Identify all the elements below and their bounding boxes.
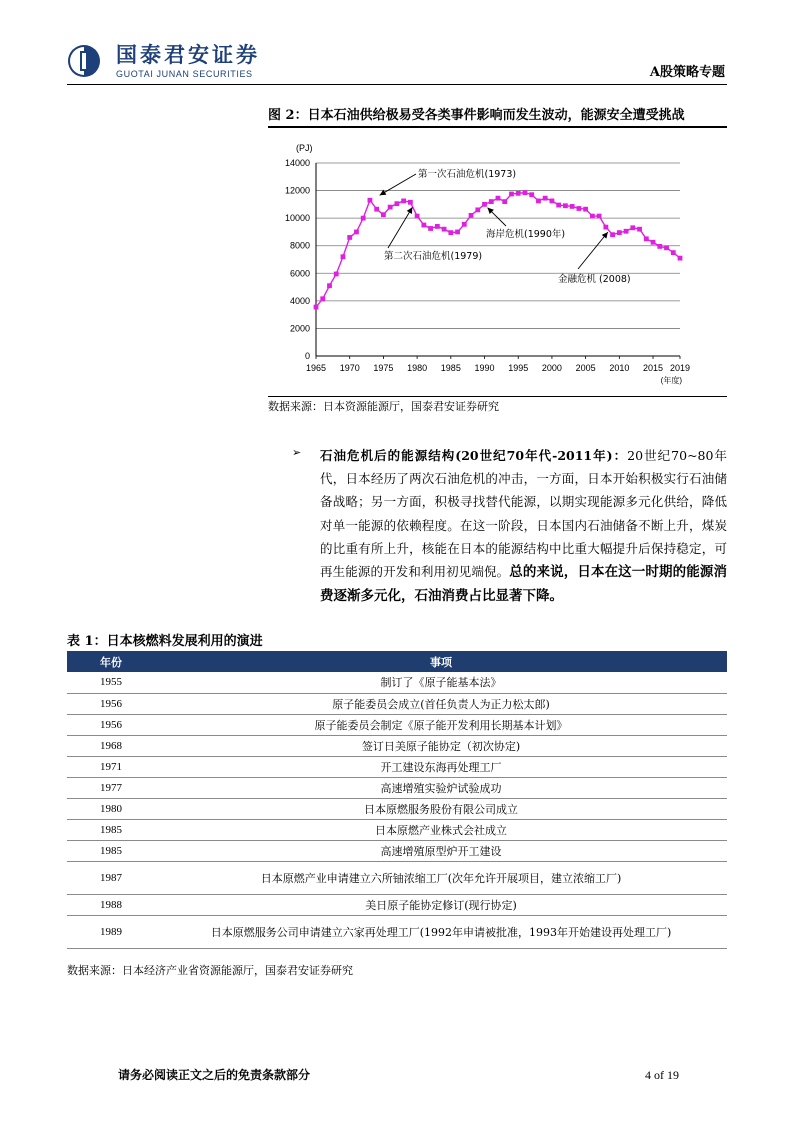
annotation-leader — [380, 174, 416, 195]
annotation-label: 第一次石油危机(1973) — [418, 169, 517, 180]
data-point — [617, 230, 622, 235]
annotation-label: 海岸危机(1990年) — [486, 229, 566, 240]
data-point — [576, 206, 581, 211]
data-point — [475, 207, 480, 212]
table-row — [67, 915, 727, 948]
chart-canvas — [268, 130, 727, 395]
data-point — [428, 226, 433, 231]
x-tick-label: 2010 — [609, 363, 630, 373]
event-cell: 日本原燃产业株式会社成立 — [155, 819, 727, 840]
data-point — [401, 199, 406, 204]
data-point — [320, 296, 325, 301]
data-point — [327, 283, 332, 288]
data-point — [394, 201, 399, 206]
data-point — [678, 256, 683, 261]
y-tick-label: 10000 — [284, 213, 310, 224]
year-cell: 1980 — [67, 798, 155, 819]
annotation-arrowhead — [407, 207, 413, 214]
data-point — [502, 199, 507, 204]
table-source: 数据来源：日本经济产业省资源能源厅，国泰君安证券研究 — [67, 964, 353, 977]
figure-source: 数据来源：日本资源能源厅，国泰君安证券研究 — [268, 400, 499, 413]
energy-structure-section — [292, 444, 727, 608]
event-cell: 高速增殖实验炉试验成功 — [155, 777, 727, 798]
x-axis-unit-label: (年度) — [660, 376, 682, 385]
event-cell: 签订日美原子能协定（初次协定) — [155, 735, 727, 756]
data-point — [671, 250, 676, 255]
data-point — [469, 213, 474, 218]
data-point — [408, 200, 413, 205]
data-point — [381, 212, 386, 217]
data-point — [421, 223, 426, 228]
data-point — [556, 203, 561, 208]
x-tick-label: 1995 — [508, 363, 529, 373]
section-body: 20世纪70~80年代，日本经历了两次石油危机的冲击，一方面，日本开始积极实行石油储备战略；另一方面，积极寻找替代能源，以期实现能源多元化供给，降低对单一能源的依赖程度。在这一阶段，日本国内石油储备不断上升，煤炭的比重有所上升，核能在日本的能源结构中比重大幅提升后保持稳定，可再生能源的开发和利用初见端倪。 — [320, 448, 727, 580]
event-cell: 日本原燃产业申请建立六所铀浓缩工厂(次年允许开展项目，建立浓缩工厂) — [155, 861, 727, 894]
data-point — [496, 196, 501, 201]
data-point — [482, 202, 487, 207]
header-year: 年份 — [67, 651, 155, 672]
table-row — [67, 894, 727, 915]
page-header — [0, 0, 793, 90]
data-point — [442, 227, 447, 232]
event-cell: 日本原燃服务股份有限公司成立 — [155, 798, 727, 819]
data-point — [664, 245, 669, 250]
year-cell: 1977 — [67, 777, 155, 798]
oil-supply-chart — [268, 130, 727, 395]
event-cell: 开工建设东海再处理工厂 — [155, 756, 727, 777]
year-cell: 1985 — [67, 840, 155, 861]
x-tick-label: 1990 — [474, 363, 495, 373]
data-point — [354, 230, 359, 235]
x-tick-label: 2019 — [669, 363, 691, 373]
section-conclusion: 总的来说，日本在这一时期的能源消费逐渐多元化，石油消费占比显著下降。 — [320, 564, 727, 605]
y-tick-label: 0 — [304, 351, 310, 361]
table-row — [67, 861, 727, 894]
data-point — [509, 192, 514, 197]
data-point — [651, 240, 656, 245]
logo-chinese-name: 国泰君安证券 — [116, 43, 260, 67]
table-row — [67, 693, 727, 714]
x-tick-label: 1970 — [339, 363, 360, 373]
table-header-row — [67, 651, 727, 672]
section-period: (20世纪70年代-2011年) — [455, 448, 613, 463]
data-point — [610, 232, 615, 237]
event-cell: 高速增殖原型炉开工建设 — [155, 840, 727, 861]
table-row — [67, 756, 727, 777]
table-row — [67, 777, 727, 798]
x-tick-label: 1975 — [373, 363, 394, 373]
x-tick-label: 1985 — [440, 363, 461, 373]
y-tick-label: 12000 — [284, 185, 310, 196]
data-point — [374, 207, 379, 212]
x-tick-label: 1980 — [407, 363, 428, 373]
report-type-label: A股策略专题 — [649, 65, 725, 80]
data-point — [314, 305, 319, 310]
section-paragraph — [320, 444, 727, 608]
year-cell: 1956 — [67, 693, 155, 714]
y-tick-label: 14000 — [284, 158, 310, 168]
data-point — [368, 198, 373, 203]
data-point — [630, 225, 635, 230]
data-point — [334, 272, 339, 277]
data-point — [529, 192, 534, 197]
data-point — [637, 227, 642, 232]
data-point — [570, 204, 575, 209]
figure-bottom-rule — [268, 396, 727, 397]
company-logo-icon — [67, 44, 101, 78]
arrow-bullet-icon: ➢ — [292, 446, 302, 459]
data-point — [347, 235, 352, 240]
event-cell: 原子能委员会制定《原子能开发利用长期基本计划》 — [155, 714, 727, 735]
data-point — [644, 236, 649, 241]
series-line — [316, 193, 680, 307]
annotation-arrowhead — [602, 232, 608, 239]
year-cell: 1968 — [67, 735, 155, 756]
data-point — [550, 199, 555, 204]
x-tick-label: 2000 — [541, 363, 562, 373]
event-cell: 日本原燃服务公司申请建立六家再处理工厂(1992年申请被批准，1993年开始建设再处理工厂) — [155, 915, 727, 948]
x-tick-label: 2015 — [643, 363, 664, 373]
header-event: 事项 — [155, 651, 727, 672]
year-cell: 1956 — [67, 714, 155, 735]
data-point — [563, 203, 568, 208]
nuclear-history-table — [67, 651, 727, 949]
data-point — [543, 196, 548, 201]
data-point — [448, 230, 453, 235]
data-point — [489, 199, 494, 204]
footer-disclaimer: 请务必阅读正文之后的免责条款部分 — [118, 1068, 311, 1082]
x-tick-label: 1965 — [305, 363, 327, 373]
data-point — [388, 205, 393, 210]
y-tick-label: 6000 — [289, 268, 310, 279]
section-heading: 石油危机后的能源结构 — [320, 448, 456, 463]
year-cell: 1989 — [67, 915, 155, 948]
data-point — [624, 229, 629, 234]
event-cell: 制订了《原子能基本法》 — [155, 672, 727, 693]
y-axis-unit-label: (PJ) — [296, 143, 313, 153]
event-cell: 美日原子能协定修订(现行协定) — [155, 894, 727, 915]
table-row — [67, 798, 727, 819]
y-tick-label: 2000 — [289, 323, 310, 334]
page-number: 4 of 19 — [645, 1068, 679, 1082]
year-cell: 1985 — [67, 819, 155, 840]
logo-english-name: GUOTAI JUNAN SECURITIES — [116, 69, 253, 79]
data-point — [462, 222, 467, 227]
table-row — [67, 819, 727, 840]
figure-top-rule — [268, 126, 727, 128]
x-tick-label: 2005 — [575, 363, 596, 373]
data-point — [657, 244, 662, 249]
data-point — [341, 254, 346, 259]
year-cell: 1987 — [67, 861, 155, 894]
data-point — [516, 191, 521, 196]
y-tick-label: 8000 — [289, 240, 310, 251]
data-point — [435, 224, 440, 229]
table-row — [67, 735, 727, 756]
y-tick-label: 4000 — [289, 295, 310, 306]
data-point — [597, 214, 602, 219]
table-row — [67, 714, 727, 735]
table-title: 表 1：日本核燃料发展利用的演进 — [67, 634, 263, 649]
data-point — [415, 214, 420, 219]
data-point — [361, 216, 366, 221]
annotation-leader — [388, 207, 412, 248]
annotation-label: 金融危机 (2008) — [558, 274, 631, 285]
data-point — [583, 207, 588, 212]
table-row — [67, 672, 727, 693]
figure-title: 图 2：日本石油供给极易受各类事件影响而发生波动，能源安全遭受挑战 — [268, 108, 685, 123]
data-point — [536, 199, 541, 204]
section-colon: ： — [612, 448, 628, 463]
data-point — [455, 230, 460, 235]
data-point — [590, 214, 595, 219]
year-cell: 1971 — [67, 756, 155, 777]
table-row — [67, 840, 727, 861]
event-cell: 原子能委员会成立(首任负责人为正力松太郎) — [155, 693, 727, 714]
header-divider — [67, 84, 727, 85]
data-point — [603, 225, 608, 230]
data-point — [523, 190, 528, 195]
year-cell: 1955 — [67, 672, 155, 693]
year-cell: 1988 — [67, 894, 155, 915]
annotation-label: 第二次石油危机(1979) — [384, 251, 483, 262]
annotation-leader — [578, 232, 608, 269]
